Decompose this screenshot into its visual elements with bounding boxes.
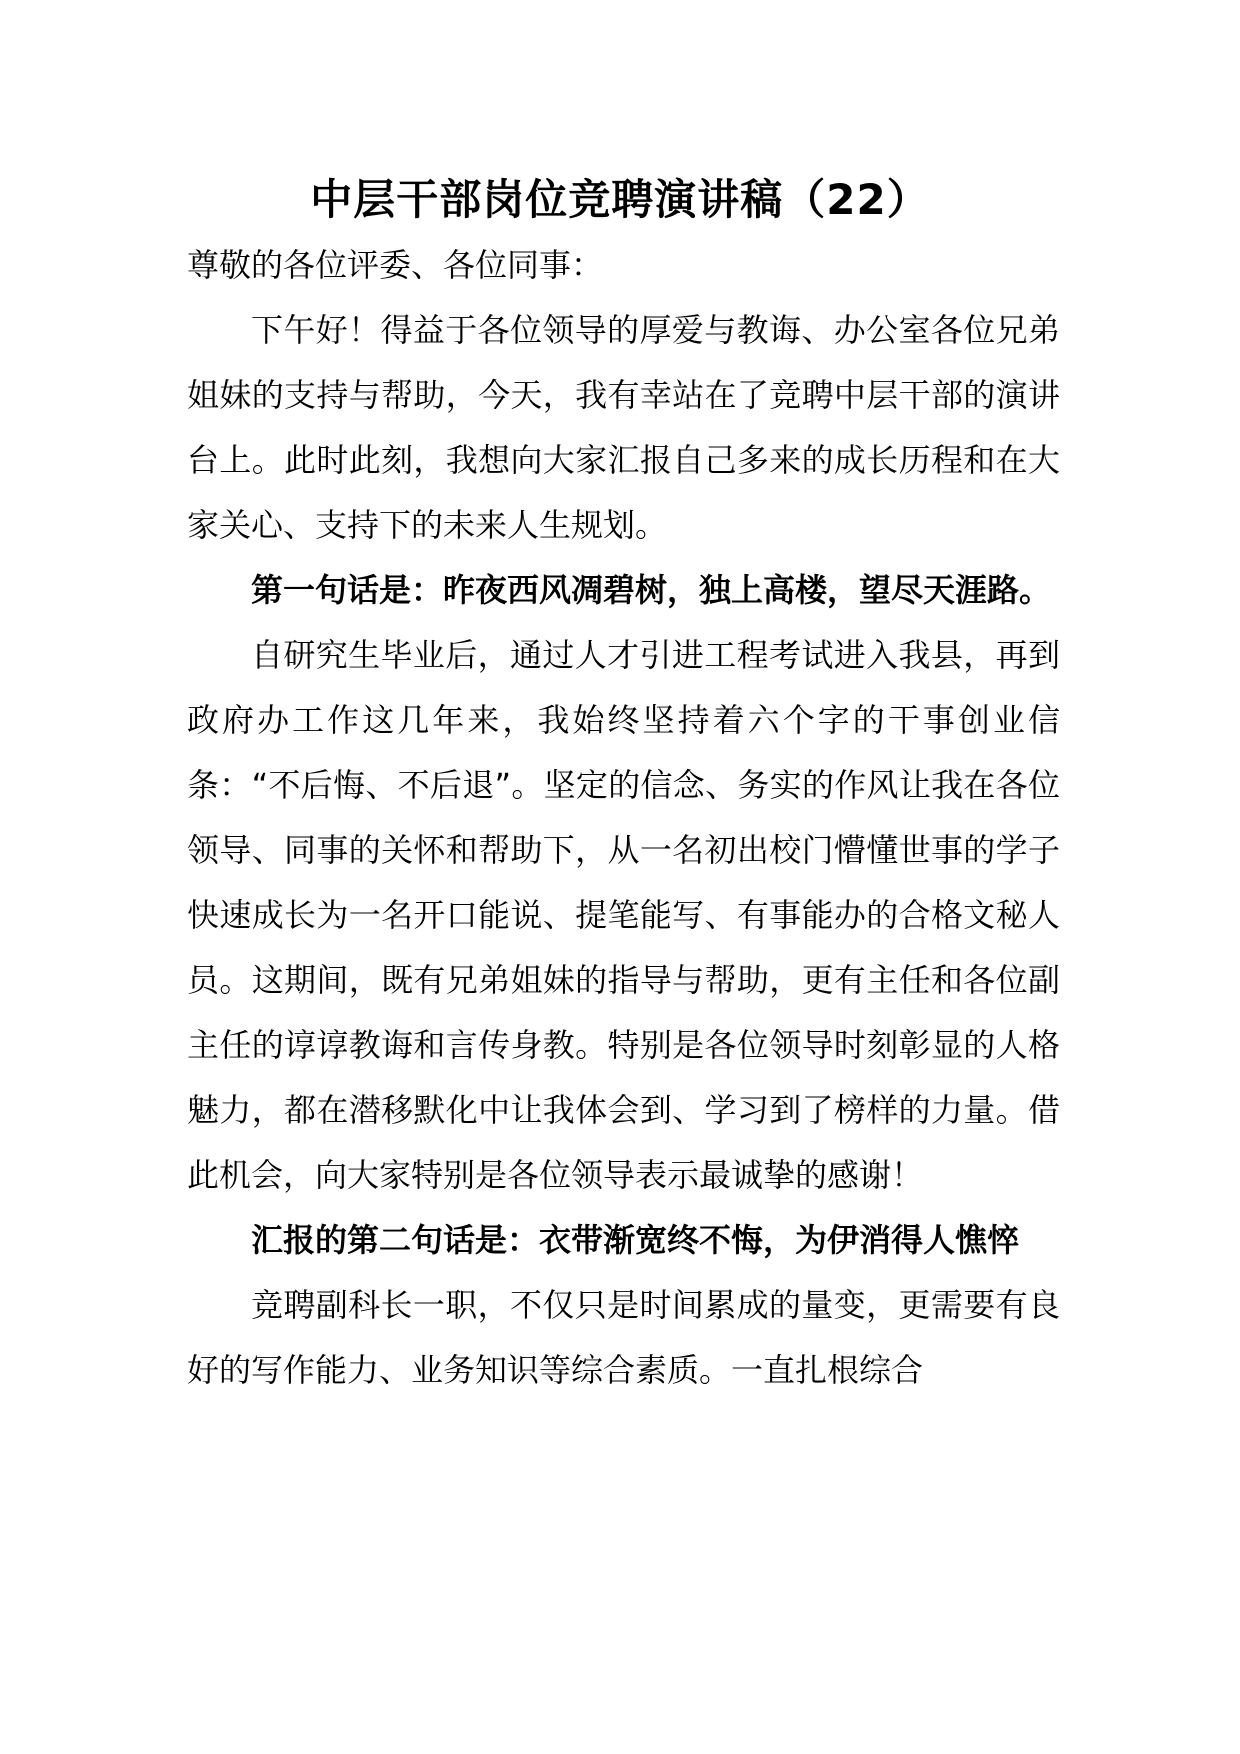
paragraph-qualification: 竞聘副科长一职，不仅只是时间累成的量变，更需要有良好的写作能力、业务知识等综合素质。一直扎根综合 xyxy=(187,1286,1060,1389)
paragraph-experience: 自研究生毕业后，通过人才引进工程考试进入我县，再到政府办工作这几年来，我始终坚持着六个字的干事创业信条：“不后悔、不后退”。坚定的信念、务实的作风让我在各位领导、同事的关怀和帮助下，从一名初出校门懵懂世事的学子快速成长为一名开口能说、提笔能写、有事能办的合格文秘人员。这期间，既有兄弟姐妹的指导与帮助，更有主任和各位副主任的谆谆教诲和言传身教。特别是各位领导时刻彰显的人格魅力，都在潜移默化中让我体会到、学习到了榜样的力量。借此机会，向大家特别是各位领导表示最诚挚的感谢！ xyxy=(187,636,1060,1194)
document-title: 中层干部岗位竞聘演讲稿（22） xyxy=(310,175,930,224)
paragraph-greeting: 下午好！得益于各位领导的厚爱与教诲、办公室各位兄弟姐妹的支持与帮助，今天，我有幸站在了竞聘中层干部的演讲台上。此时此刻，我想向大家汇报自己多来的成长历程和在大家关心、支持下的未来人生规划。 xyxy=(187,311,1060,544)
salutation: 尊敬的各位评委、各位同事： xyxy=(187,246,604,284)
section-heading-2: 汇报的第二句话是：衣带渐宽终不悔，为伊消得人憔悴 xyxy=(251,1221,1020,1259)
document-body xyxy=(187,233,1060,1403)
section-heading-1: 第一句话是：昨夜西风凋碧树，独上高楼，望尽天涯路。 xyxy=(251,571,1052,609)
